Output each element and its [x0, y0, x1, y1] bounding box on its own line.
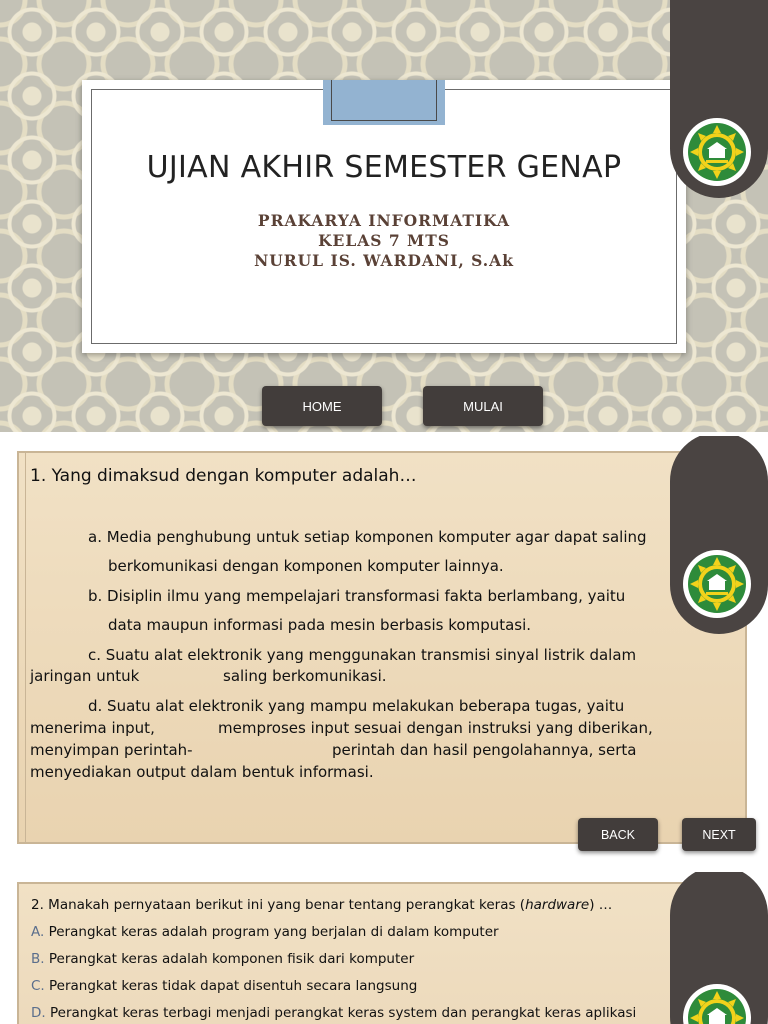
school-emblem-icon	[683, 984, 751, 1024]
school-emblem-icon	[687, 122, 747, 182]
option-b-line-2[interactable]: data maupun informasi pada mesin berbasis komputasi.	[108, 616, 532, 634]
home-button[interactable]: HOME	[262, 386, 382, 426]
subtitle-block	[82, 211, 686, 271]
option-d-line-3b[interactable]: perintah dan hasil pengolahannya, serta	[332, 741, 637, 759]
option-d-line-2a[interactable]: menerima input,	[30, 719, 155, 737]
subtitle-subject: PRAKARYA INFORMATIKA	[257, 211, 511, 230]
option-d-line-1[interactable]: d. Suatu alat elektronik yang mampu melakukan beberapa tugas, yaitu	[88, 697, 625, 715]
option-c-line-2a[interactable]: jaringan untuk	[30, 667, 140, 685]
question-slide-2	[0, 872, 768, 1024]
subtitle-teacher: NURUL IS. WARDANI, S.Ak	[254, 251, 514, 270]
next-button[interactable]: NEXT	[682, 818, 756, 851]
option-c-line-1[interactable]: c. Suatu alat elektronik yang menggunakan transmisi sinyal listrik dalam	[88, 646, 637, 664]
option-a-line-2[interactable]: berkomunikasi dengan komponen komputer lainnya.	[108, 557, 504, 575]
subtitle-class: KELAS 7 MTS	[318, 231, 450, 250]
option-a-line-1[interactable]: a. Media penghubung untuk setiap komponen komputer agar dapat saling	[88, 528, 647, 546]
school-emblem-icon	[687, 554, 747, 614]
title-card	[82, 80, 686, 353]
option-a[interactable]: A. Perangkat keras adalah program yang berjalan di dalam komputer	[31, 924, 499, 940]
option-d[interactable]: D. Perangkat keras terbagi menjadi perangkat keras system dan perangkat keras aplikasi	[31, 1005, 637, 1021]
school-emblem-icon	[683, 118, 751, 186]
back-button[interactable]: BACK	[578, 818, 658, 851]
option-d-line-2b[interactable]: memproses input sesuai dengan instruksi yang diberikan,	[218, 719, 653, 737]
school-emblem-icon	[683, 550, 751, 618]
option-c-line-2b[interactable]: saling berkomunikasi.	[223, 667, 387, 685]
question-1-text: 1. Yang dimaksud dengan komputer adalah…	[30, 466, 417, 486]
page-title: UJIAN AKHIR SEMESTER GENAP	[146, 150, 622, 185]
title-slide	[0, 0, 768, 432]
title-tab-decoration	[323, 80, 445, 125]
question-slide-1	[0, 436, 768, 868]
option-d-line-4[interactable]: menyediakan output dalam bentuk informasi.	[30, 763, 374, 781]
school-emblem-icon	[687, 988, 747, 1024]
option-b[interactable]: B. Perangkat keras adalah komponen fisik dari komputer	[31, 951, 415, 967]
question-2-text: 2. Manakah pernyataan berikut ini yang benar tentang perangkat keras (hardware) …	[31, 897, 613, 913]
option-d-line-3a[interactable]: menyimpan perintah-	[30, 741, 193, 759]
option-c[interactable]: C. Perangkat keras tidak dapat disentuh secara langsung	[31, 978, 418, 994]
option-b-line-1[interactable]: b. Disiplin ilmu yang mempelajari transformasi fakta berlambang, yaitu	[88, 587, 626, 605]
mulai-button[interactable]: MULAI	[423, 386, 543, 426]
